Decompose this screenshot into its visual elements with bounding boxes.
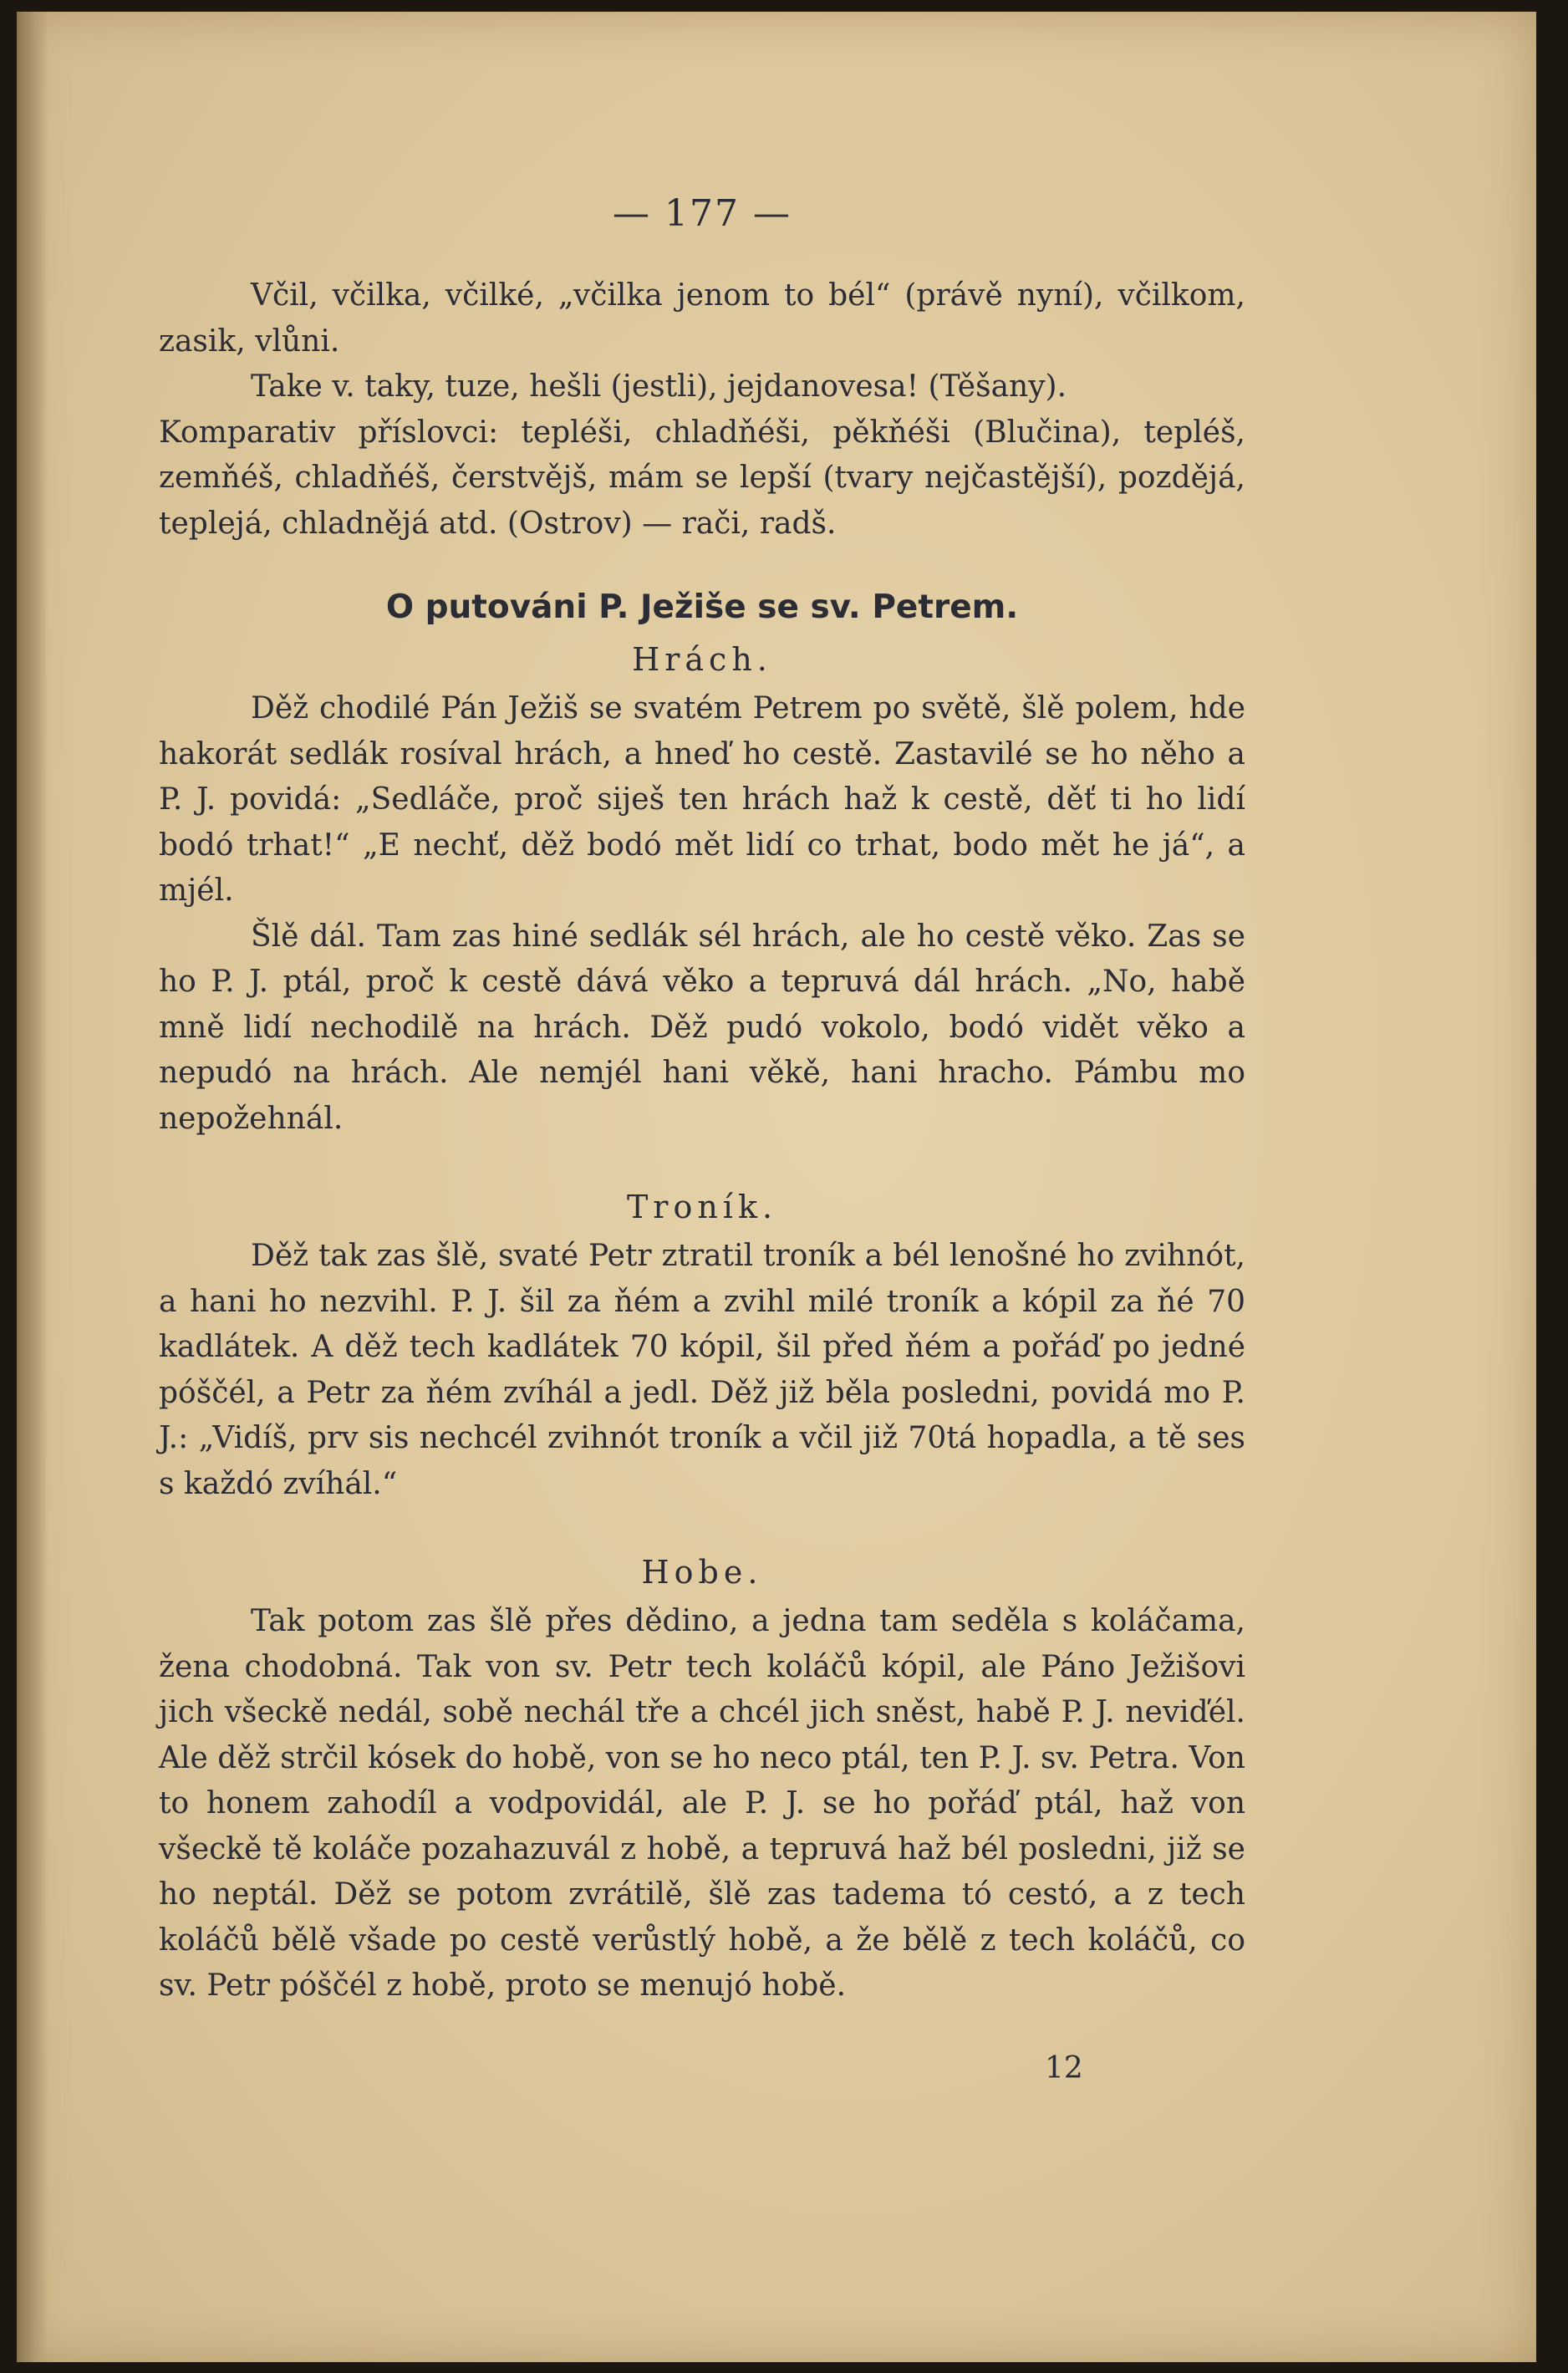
section-title-hrach: Hrách.	[632, 641, 772, 678]
book-page	[17, 12, 1536, 2362]
section-title-hobe: Hobe.	[641, 1554, 763, 1591]
section-title-tronik: Troník.	[626, 1189, 778, 1225]
intro-paragraph-1: Včil, včilka, včilké, „včilka jenom to bél“ (právě nyní), včilkom, zasik, vlůni.	[159, 278, 1245, 359]
intro-paragraph-2: Take v. taky, tuze, hešli (jestli), jejdanovesa! (Těšany).	[251, 369, 1067, 404]
hrach-paragraph-1: Děž chodilé Pán Ježiš se svatém Petrem po světě, šlě polem, hde hakorát sedlák rosíval hrách, a hneď ho cestě. Zastavilé se ho něho a P. J. povidá: „Sedláče, proč siješ ten hrách haž k cestě, děť ti ho lidí bodó trhat!“ „E nechť, děž bodó mět lidí co trhat, bodo mět he já“, a mjél.	[159, 691, 1245, 908]
hrach-paragraph-2: Šlě dál. Tam zas hiné sedlák sél hrách, ale ho cestě věko. Zas se ho P. J. ptál, proč k cestě dává věko a tepruvá dál hrách. „No, habě mně lidí nechodilě na hrách. Děž pudó vokolo, bodó vidět věko a nepudó na hrách. Ale nemjél hani věkě, hani hracho. Pámbu mo nepožehnál.	[159, 919, 1245, 1136]
intro-paragraph-3: Komparativ příslovci: tepléši, chladňéši, pěkňéši (Blučina), tepléš, zemňéš, chladňéš, čerstvějš, mám se lepší (tvary nejčastější), pozdějá, teplejá, chladnějá atd. (Ostrov) — rači, radš.	[159, 415, 1245, 541]
signature-mark: 12	[1045, 2051, 1083, 2085]
page-number: — 177 —	[613, 192, 792, 235]
page-spine-shadow	[17, 12, 48, 2362]
hobe-paragraph-1: Tak potom zas šlě přes dědino, a jedna tam seděla s koláčama, žena chodobná. Tak von sv. Petr tech koláčů kópil, ale Páno Ježišovi jich všeckě nedál, sobě nechál tře a chcél jich sněst, habě P. J. neviďél. Ale děž strčil kósek do hobě, von se ho neco ptál, ten P. J. sv. Petra. Von to honem zahodíl a vodpovidál, ale P. J. se ho pořáď ptál, haž von všeckě tě koláče pozahazuvál z hobě, a tepruvá haž bél posledni, již se ho neptál. Děž se potom zvrátilě, šlě zas tadema tó cestó, a z tech koláčů bělě všade po cestě verůstlý hobě, a že bělě z tech koláčů, co sv. Petr póščél z hobě, proto se menujó hobě.	[159, 1604, 1245, 2003]
tronik-paragraph-1: Děž tak zas šlě, svaté Petr ztratil troník a bél lenošné ho zvihnót, a hani ho nezvihl. P. J. šil za ňém a zvihl milé troník a kópil za ňé 70 kadlátek. A děž tech kadlátek 70 kópil, šil před ňém a pořáď po jedné póščél, a Petr za ňém zvíhál a jedl. Děž již běla posledni, povidá mo P. J.: „Vidíš, prv sis nechcél zvihnót troník a včil již 70tá hopadla, a tě ses s každó zvíhál.“	[159, 1239, 1245, 1501]
story-title: O putováni P. Ježiše se sv. Petrem.	[385, 588, 1019, 626]
page-text	[159, 179, 1245, 2009]
